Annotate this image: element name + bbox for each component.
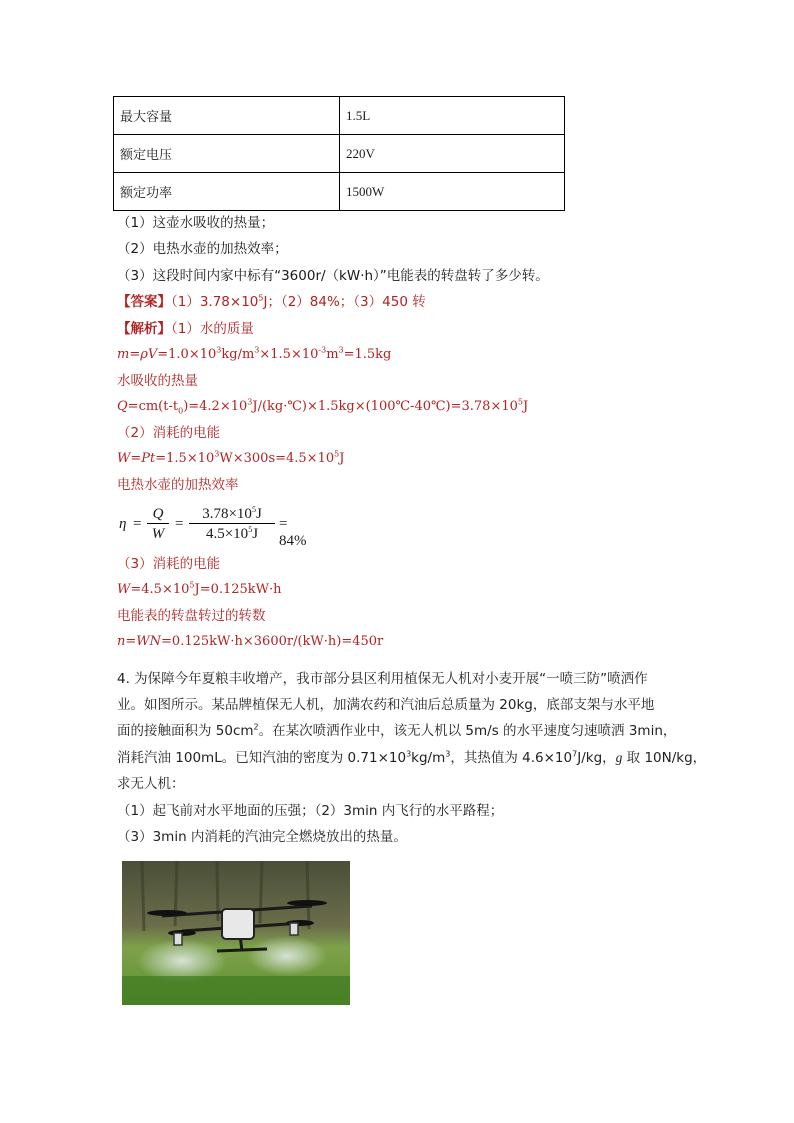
analysis-step-3: （2）消耗的电能 [117,425,221,441]
answer-text [171,294,426,310]
eq-part: = [125,634,137,649]
question4-line-2: 业。如图所示。某品牌植保无人机，加满农药和汽油后总质量为 20kg，底部支架与水平地 [117,697,655,713]
q4-exp: 2 [253,722,259,732]
equation-work [117,450,344,468]
num-mantissa: 3.78×10 [202,506,252,522]
eq-part: =1.0×10 [157,347,217,362]
eq-exp: -3 [318,345,327,355]
table-row [114,135,565,173]
eq-sub: 0 [178,406,184,416]
analysis-step-5: （3）消耗的电能 [117,556,221,572]
analysis-step-6: 电能表的转盘转过的转数 [117,608,266,624]
fraction-q-over-w [147,505,169,544]
eq-part: =1.5×10 [155,451,215,466]
equals-sign: = [133,516,142,532]
eq-part: J/(kg·℃)×1.5kg×(100℃-40℃)=3.78×10 [252,399,518,414]
analysis-step-2: 水吸收的热量 [117,373,198,389]
eq-symbol: Pt [141,451,156,466]
den-unit: J [252,526,259,542]
eq-exp: 5 [517,397,523,407]
fraction-denominator [189,524,275,544]
eq-part: =cm(t-t [127,399,179,414]
q4-text: 消耗汽油 100mL。已知汽油的密度为 0.71×10 [117,750,407,766]
spec-value: 1.5L [340,97,565,135]
question4-line-5: 求无人机： [117,776,185,792]
spec-label: 额定功率 [114,173,340,211]
eq-part: ×1.5×10 [259,347,319,362]
q4-exp: 3 [445,749,451,759]
equals-sign: = [175,516,184,532]
eq-symbol: m [117,347,130,362]
spec-value: 220V [340,135,565,173]
eq-part: J=0.125kW·h [194,582,282,597]
eq-symbol: ρV [140,347,158,362]
question4-subquestions-2: （3）3min 内消耗的汽油完全燃烧放出的热量。 [117,829,407,845]
eq-part: =1.5kg [343,347,392,362]
eq-part: =0.125kW·h×3600r/(kW·h)=450r [161,634,384,649]
prev-question-2: （2）电热水壶的加热效率； [117,241,288,257]
fraction-numerator: Q [147,505,169,524]
eq-symbol: Q [117,399,128,414]
eq-symbol: WN [136,634,162,649]
question4-subquestions-1: （1）起飞前对水平地面的压强；（2）3min 内飞行的水平路程； [117,803,504,819]
eq-part: = [130,451,142,466]
q4-text: kg/m [411,750,446,766]
den-mantissa: 4.5×10 [205,526,249,542]
answer-exponent: 5 [258,293,264,303]
eq-part: =4.5×10 [130,582,190,597]
spec-label: 最大容量 [114,97,340,135]
prev-question-3: （3）这段时间内家中标有“3600r/（kW·h）”电能表的转盘转了多少转。 [117,268,549,284]
eq-part: W×300s=4.5×10 [219,451,335,466]
g-symbol: g [615,750,623,765]
prev-question-1: （1）这壶水吸收的热量； [117,215,275,231]
num-unit: J [255,506,262,522]
fraction-numerator [189,505,275,524]
eq-exp: 3 [338,345,344,355]
q4-exp: 7 [572,749,578,759]
q4-text: J/kg， [577,750,616,766]
eq-exp: 5 [189,580,195,590]
equation-heat [117,398,528,421]
answer-part1: （1）3.78×10 [171,294,259,310]
eta-symbol: η [119,516,127,532]
eq-part: = [129,347,141,362]
answer-tag: 【答案】 [117,294,171,310]
q4-text: ，其热值为 4.6×10 [450,750,573,766]
eq-exp: 3 [216,345,222,355]
eq-symbol: n [117,634,126,649]
eq-part: J [339,451,345,466]
eq-symbol: W [117,582,131,597]
question4-line-4 [117,749,706,767]
analysis-step-4: 电热水壶的加热效率 [117,477,239,493]
q4-text: 取 10N/kg， [622,750,707,766]
spec-value: 1500W [340,173,565,211]
analysis-step-1: （1）水的质量 [171,321,254,337]
analysis-heading [117,320,254,338]
eq-part: kg/m [221,347,255,362]
fraction-values [189,505,275,544]
eq-exp: 3 [214,449,220,459]
answer-line [117,293,426,311]
equation-mass [117,346,391,364]
num-exp: 5 [251,505,256,514]
den-exp: 5 [248,525,253,534]
eq-part: )=4.2×10 [183,399,248,414]
q4-text: 。在某次喷洒作业中，该无人机以 5m/s 的水平速度匀速喷洒 3min， [258,723,677,739]
eq-exp: 5 [334,449,340,459]
drone-photo [122,861,350,1005]
q4-text: 面的接触面积为 50cm [117,723,254,739]
equation-work-kwh [117,581,282,599]
table-row [114,173,565,211]
spec-label: 额定电压 [114,135,340,173]
table-row [114,97,565,135]
drone-photo-illustration [122,861,350,1005]
eq-exp: 3 [254,345,260,355]
efficiency-result: = 84% [279,516,307,549]
eq-part: m [326,347,339,362]
answer-part2: J；（2）84%；（3）450 转 [263,294,426,310]
eq-symbol: W [117,451,131,466]
fraction-denominator: W [151,526,165,542]
question4-line-1: 4. 为保障今年夏粮丰收增产，我市部分县区利用植保无人机对小麦开展“一喷三防”喷洒作 [117,671,648,687]
question4-line-3 [117,722,676,740]
equation-revolutions [117,633,383,651]
eq-exp: 3 [247,397,253,407]
eq-part: J [522,399,529,414]
spec-table [113,96,565,211]
analysis-tag: 【解析】 [117,321,171,337]
q4-exp: 3 [406,749,412,759]
